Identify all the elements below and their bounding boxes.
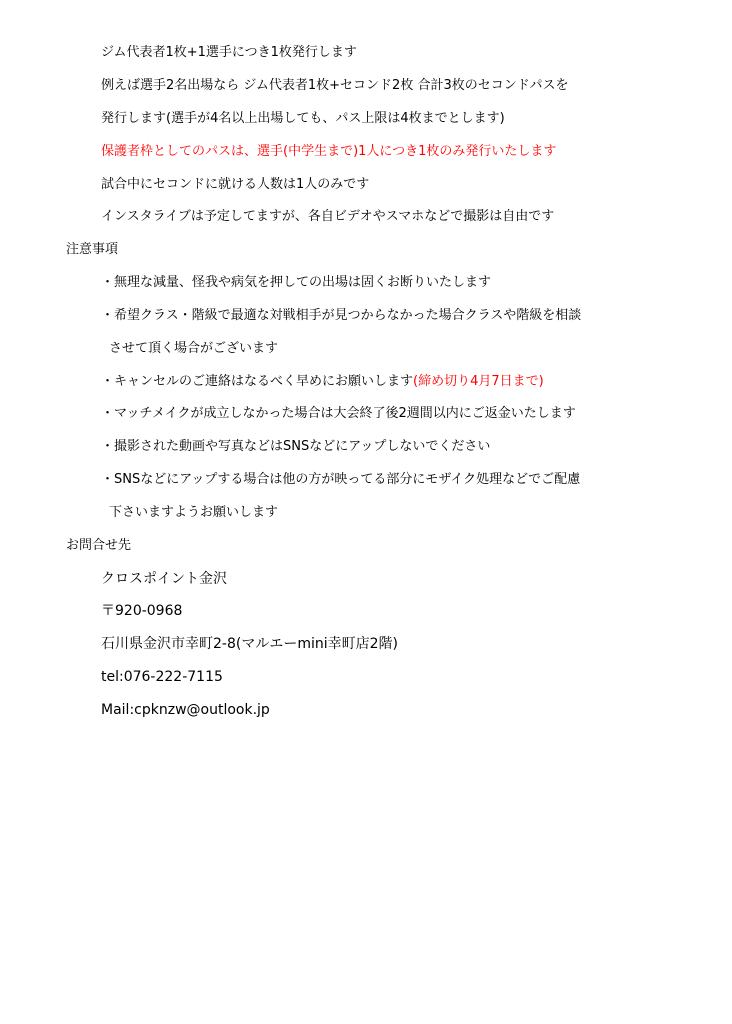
- intro-line-5: 試合中にセコンドに就ける人数は1人のみです: [101, 177, 370, 192]
- notes-item-4: ・マッチメイクが成立しなかった場合は大会終了後2週間以内にご返金いたします: [101, 406, 576, 421]
- intro-line-6: インスタライブは予定してますが、各自ビデオやスマホなどで撮影は自由です: [101, 209, 555, 224]
- contact-address: 石川県金沢市幸町2-8(マルエーmini幸町店2階): [101, 636, 398, 652]
- notes-item-3-text: ・キャンセルのご連絡はなるべく早めにお願いします: [101, 374, 414, 389]
- notes-item-2: ・希望クラス・階級で最適な対戦相手が見つからなかった場合クラスや階級を相談: [101, 308, 582, 323]
- cancel-deadline: (締め切り4月7日まで): [413, 374, 544, 389]
- notes-item-1: ・無理な減量、怪我や病気を押しての出場は固くお断りいたします: [101, 275, 492, 290]
- contact-heading: お問合せ先: [66, 538, 132, 553]
- notes-item-5: ・撮影された動画や写真などはSNSなどにアップしないでください: [101, 439, 491, 454]
- intro-line-2: 例えば選手2名出場なら ジム代表者1枚+セコンド2枚 合計3枚のセコンドパスを: [101, 78, 569, 93]
- contact-phone: tel:076-222-7115: [101, 669, 223, 685]
- intro-line-1: ジム代表者1枚+1選手につき1枚発行します: [101, 45, 357, 60]
- contact-postal-code: 〒920-0968: [101, 603, 183, 619]
- intro-line-3: 発行します(選手が4名以上出場しても、パス上限は4枚までとします): [101, 111, 505, 126]
- notes-item-2-continued: させて頂く場合がございます: [109, 341, 279, 356]
- contact-name: クロスポイント金沢: [101, 571, 227, 587]
- notes-item-3: [101, 373, 544, 391]
- contact-email: Mail:cpknzw@outlook.jp: [101, 702, 270, 718]
- notes-item-6-continued: 下さいますようお願いします: [109, 505, 279, 520]
- notes-heading: 注意事項: [66, 242, 119, 257]
- notes-item-6: ・SNSなどにアップする場合は他の方が映ってる部分にモザイク処理などでご配慮: [101, 472, 581, 487]
- guardian-pass-note: 保護者枠としてのパスは、選手(中学生まで)1人につき1枚のみ発行いたします: [101, 144, 557, 159]
